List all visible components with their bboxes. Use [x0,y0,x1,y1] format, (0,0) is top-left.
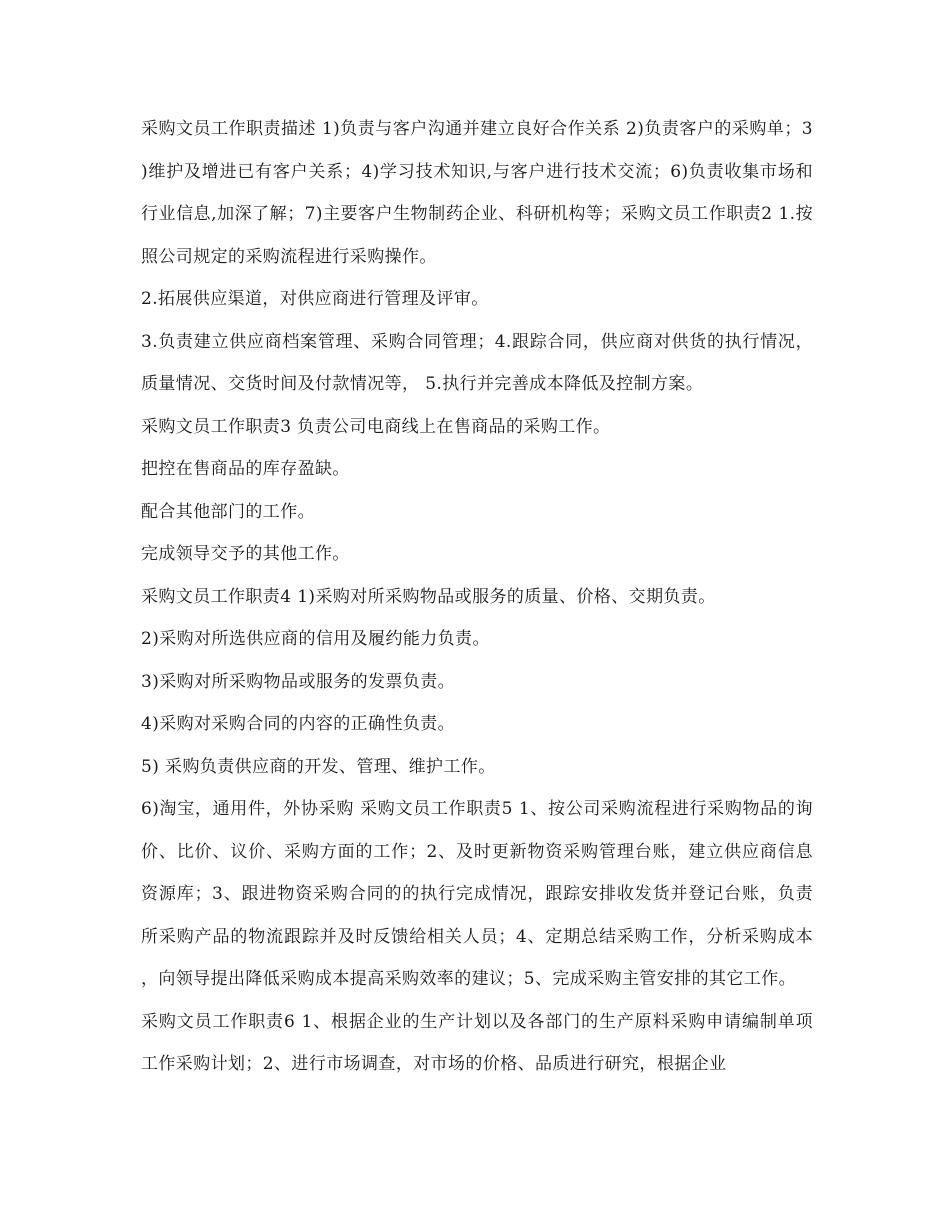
paragraph-5: 把控在售商品的库存盈缺。 [141,459,350,479]
paragraph-1: 采购文员工作职责描述 1)负责与客户沟通并建立良好合作关系 2)负责客户的采购单；3 )维护及增进已有客户关系；4)学习技术知识,与客户进行技术交流；6)负责收集市场和行业信息,加深了解；7)主要客户生物制药企业、科研机构等；采购文员工作职责2 1.按照公司规定的采购流程进行采购操作。 [141,119,813,267]
paragraph-9: 2)采购对所选供应商的信用及履约能力负责。 [141,629,490,649]
paragraph-4: 采购文员工作职责3 负责公司电商线上在售商品的采购工作。 [141,416,611,437]
paragraph-7: 完成领导交予的其他工作。 [141,544,350,564]
paragraph-6: 配合其他部门的工作。 [141,501,315,522]
paragraph-8: 采购文员工作职责4 1)采购对所采购物品或服务的质量、价格、交期负责。 [141,586,716,607]
document-body [141,108,813,1086]
paragraph-10: 3)采购对所采购物品或服务的发票负责。 [141,671,456,692]
paragraph-13: 6)淘宝，通用件，外协采购 采购文员工作职责5 1、按公司采购流程进行采购物品的询价、比价、议价、采购方面的工作；2、及时更新物资采购管理台账，建立供应商信息资源库；3、跟进物资采购合同的的执行完成情况，跟踪安排收发货并登记台账，负责所采购产品的物流跟踪并及时反馈给相关人员；4、定期总结采购工作，分析采购成本，向领导提出降低采购成本提高采购效率的建议；5、完成采购主管安排的其它工作。 [141,799,813,989]
paragraph-12: 5) 采购负责供应商的开发、管理、维护工作。 [141,756,496,777]
paragraph-11: 4)采购对采购合同的内容的正确性负责。 [141,714,456,734]
paragraph-14: 采购文员工作职责6 1、根据企业的生产计划以及各部门的生产原料采购申请编制单项工作采购计划；2、进行市场调查，对市场的价格、品质进行研究，根据企业 [141,1011,813,1074]
paragraph-2: 2.拓展供应渠道，对供应商进行管理及评审。 [141,289,489,309]
paragraph-3: 3.负责建立供应商档案管理、采购合同管理；4.跟踪合同，供应商对供货的执行情况，质量情况、交货时间及付款情况等， 5.执行并完善成本降低及控制方案。 [141,331,813,394]
